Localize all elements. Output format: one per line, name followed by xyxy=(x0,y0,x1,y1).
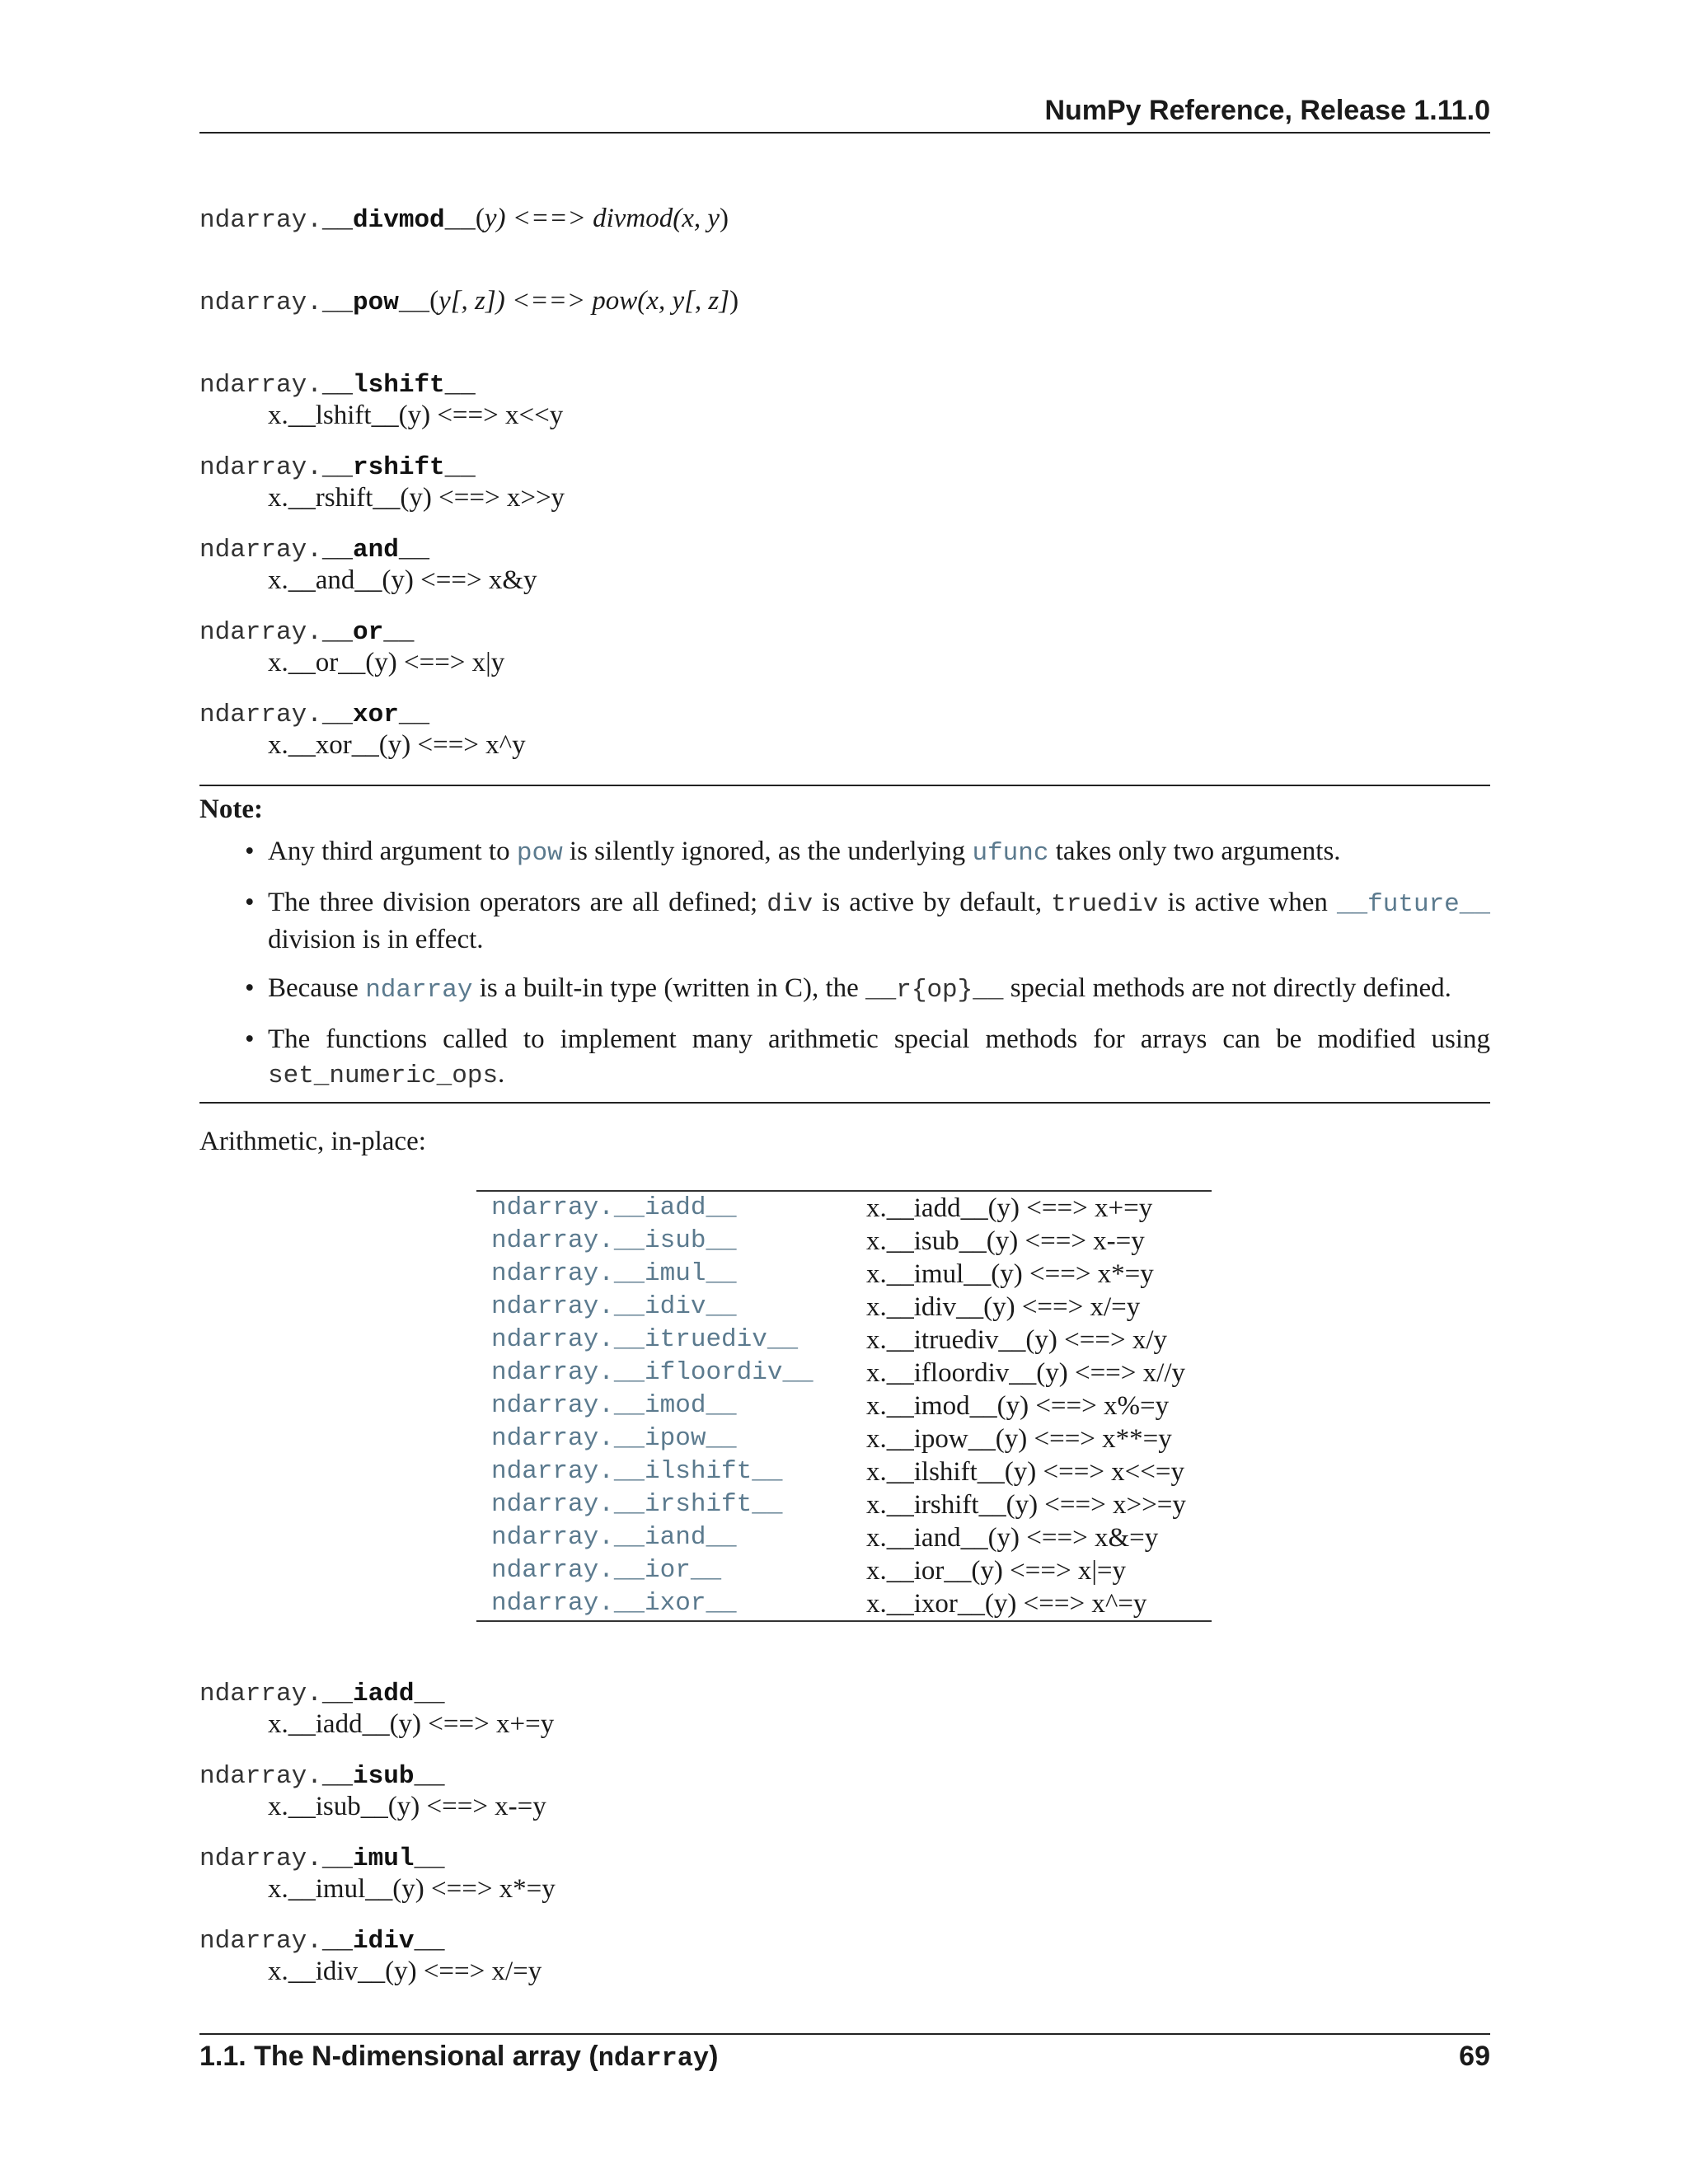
method-link[interactable]: ndarray.__ilshift__ xyxy=(491,1457,783,1486)
method-link[interactable]: ndarray.__isub__ xyxy=(491,1226,737,1255)
signature-class: ndarray. xyxy=(199,206,322,235)
footer-section-text: 1.1. The N-dimensional array ( xyxy=(199,2041,598,2072)
table-row xyxy=(476,1521,1212,1554)
signature-name: __lshift__ xyxy=(321,371,476,400)
note-list xyxy=(199,834,1490,1108)
signature-pow: ndarray.__pow__(y[, z]) <==> pow(x, y[, z]) xyxy=(199,286,739,317)
note-text: is a built-in type (written in C), the xyxy=(472,973,866,1003)
footer-section-title xyxy=(199,2041,718,2074)
note-item xyxy=(199,971,1490,1008)
code-truediv: truediv xyxy=(1051,890,1159,919)
note-text: Because xyxy=(268,973,366,1003)
entry-iadd-signature xyxy=(199,1675,445,1711)
table-row xyxy=(476,1455,1212,1488)
note-text: is active by default, xyxy=(813,888,1052,917)
entry-and-description: x.__and__(y) <==> x&y xyxy=(268,565,537,595)
note-text: Any third argument to xyxy=(268,837,517,866)
signature-name: __rshift__ xyxy=(321,453,476,482)
method-description: x.__ixor__(y) <==> x^=y xyxy=(866,1589,1147,1619)
method-description: x.__isub__(y) <==> x-=y xyxy=(866,1226,1145,1256)
link-ufunc[interactable]: ufunc xyxy=(972,839,1049,868)
table-row xyxy=(476,1587,1212,1621)
signature-name: __or__ xyxy=(321,618,415,647)
bullet: • xyxy=(245,837,255,866)
entry-iadd-description: x.__iadd__(y) <==> x+=y xyxy=(268,1709,555,1739)
entry-idiv-signature xyxy=(199,1923,445,1958)
entry-or-description: x.__or__(y) <==> x|y xyxy=(268,648,505,677)
method-description: x.__imul__(y) <==> x*=y xyxy=(866,1259,1154,1289)
link-pow[interactable]: pow xyxy=(516,839,563,868)
footer-rule xyxy=(199,2033,1490,2035)
table-row xyxy=(476,1554,1212,1587)
entry-or-signature xyxy=(199,614,414,649)
method-link[interactable]: ndarray.__itruediv__ xyxy=(491,1325,799,1354)
entry-xor-description: x.__xor__(y) <==> x^y xyxy=(268,730,526,760)
signature-class: ndarray. xyxy=(199,701,322,729)
note-text: The three division operators are all defined; xyxy=(268,888,767,917)
table-row xyxy=(476,1390,1212,1422)
entry-isub-description: x.__isub__(y) <==> x-=y xyxy=(268,1792,546,1821)
entry-xor-signature xyxy=(199,696,429,732)
signature-name: __imul__ xyxy=(321,1844,445,1873)
table-row xyxy=(476,1422,1212,1455)
entry-and-signature xyxy=(199,532,429,567)
note-top-rule xyxy=(199,785,1490,786)
note-text: special methods are not directly defined. xyxy=(1003,973,1451,1003)
method-description: x.__idiv__(y) <==> x/=y xyxy=(866,1292,1141,1322)
entry-rshift-description: x.__rshift__(y) <==> x>>y xyxy=(268,483,565,513)
note-title: Note: xyxy=(199,794,263,824)
method-link[interactable]: ndarray.__idiv__ xyxy=(491,1292,737,1321)
code-set-numeric-ops: set_numeric_ops xyxy=(268,1062,499,1090)
signature-class: ndarray. xyxy=(199,536,322,565)
signature-class: ndarray. xyxy=(199,371,322,400)
note-bottom-rule xyxy=(199,1102,1490,1104)
inplace-heading: Arithmetic, in-place: xyxy=(199,1127,426,1156)
method-link[interactable]: ndarray.__ipow__ xyxy=(491,1424,737,1453)
signature-name: __idiv__ xyxy=(321,1927,445,1956)
method-link[interactable]: ndarray.__iand__ xyxy=(491,1523,737,1552)
signature-divmod: ndarray.__divmod__(y) <==> divmod(x, y) xyxy=(199,204,729,235)
table-row xyxy=(476,1191,1212,1225)
signature-class: ndarray. xyxy=(199,618,322,647)
signature-name: __xor__ xyxy=(321,701,430,729)
entry-idiv-description: x.__idiv__(y) <==> x/=y xyxy=(268,1957,542,1986)
link-ndarray[interactable]: ndarray xyxy=(365,976,473,1005)
method-description: x.__itruediv__(y) <==> x/y xyxy=(866,1325,1167,1355)
table-row xyxy=(476,1258,1212,1291)
note-text: takes only two arguments. xyxy=(1048,837,1341,866)
note-text: . xyxy=(498,1059,505,1089)
signature-args: y) <==> divmod(x, y xyxy=(484,204,720,233)
signature-args: y[, z]) <==> pow(x, y[, z] xyxy=(438,286,730,316)
method-description: x.__irshift__(y) <==> x>>=y xyxy=(866,1490,1186,1520)
running-header: NumPy Reference, Release 1.11.0 xyxy=(199,92,1490,134)
page-number: 69 xyxy=(1459,2041,1490,2072)
method-link[interactable]: ndarray.__imul__ xyxy=(491,1259,737,1288)
entry-lshift-description: x.__lshift__(y) <==> x<<y xyxy=(268,401,564,430)
signature-name: __and__ xyxy=(321,536,430,565)
link-future[interactable]: __future__ xyxy=(1336,890,1490,919)
note-text: is active when xyxy=(1158,888,1337,917)
method-link[interactable]: ndarray.__ixor__ xyxy=(491,1589,737,1618)
footer-section-code: ndarray xyxy=(598,2043,710,2074)
table-row xyxy=(476,1291,1212,1324)
signature-name: __pow__ xyxy=(321,288,430,317)
footer-section-close: ) xyxy=(709,2041,719,2072)
method-link[interactable]: ndarray.__imod__ xyxy=(491,1391,737,1420)
note-item xyxy=(199,1022,1490,1094)
note-item xyxy=(199,885,1490,957)
signature-class: ndarray. xyxy=(199,1927,322,1956)
code-div: div xyxy=(767,890,814,919)
method-link[interactable]: ndarray.__ifloordiv__ xyxy=(491,1358,814,1387)
bullet: • xyxy=(245,973,255,1003)
note-text: The functions called to implement many arithmetic special methods for arrays can be modified using xyxy=(268,1024,1490,1054)
inplace-summary-table xyxy=(476,1190,1212,1622)
method-description: x.__iadd__(y) <==> x+=y xyxy=(866,1193,1153,1223)
method-link[interactable]: ndarray.__iadd__ xyxy=(491,1193,737,1222)
signature-class: ndarray. xyxy=(199,1762,322,1791)
code-rop: __r{op}__ xyxy=(865,976,1004,1005)
signature-class: ndarray. xyxy=(199,1680,322,1708)
signature-class: ndarray. xyxy=(199,1844,322,1873)
method-link[interactable]: ndarray.__ior__ xyxy=(491,1556,722,1585)
signature-name: __isub__ xyxy=(321,1762,445,1791)
signature-class: ndarray. xyxy=(199,453,322,482)
method-description: x.__ilshift__(y) <==> x<<=y xyxy=(866,1457,1185,1487)
signature-name: __divmod__ xyxy=(321,206,476,235)
signature-name: __iadd__ xyxy=(321,1680,445,1708)
entry-imul-signature xyxy=(199,1840,445,1876)
table-row xyxy=(476,1225,1212,1258)
method-description: x.__ipow__(y) <==> x**=y xyxy=(866,1424,1172,1454)
entry-rshift-signature xyxy=(199,449,476,485)
method-description: x.__imod__(y) <==> x%=y xyxy=(866,1391,1170,1421)
bullet: • xyxy=(245,888,255,917)
bullet: • xyxy=(245,1024,255,1054)
entry-imul-description: x.__imul__(y) <==> x*=y xyxy=(268,1874,556,1904)
table-row xyxy=(476,1324,1212,1357)
method-description: x.__iand__(y) <==> x&=y xyxy=(866,1523,1159,1553)
entry-lshift-signature xyxy=(199,367,476,402)
table-row xyxy=(476,1357,1212,1390)
entry-isub-signature xyxy=(199,1758,445,1793)
note-text: division is in effect. xyxy=(268,925,484,954)
note-text: is silently ignored, as the underlying xyxy=(562,837,973,866)
method-link[interactable]: ndarray.__irshift__ xyxy=(491,1490,783,1519)
table-row xyxy=(476,1488,1212,1521)
method-description: x.__ior__(y) <==> x|=y xyxy=(866,1556,1127,1586)
signature-class: ndarray. xyxy=(199,288,322,317)
method-description: x.__ifloordiv__(y) <==> x//y xyxy=(866,1358,1185,1388)
note-item xyxy=(199,834,1490,871)
